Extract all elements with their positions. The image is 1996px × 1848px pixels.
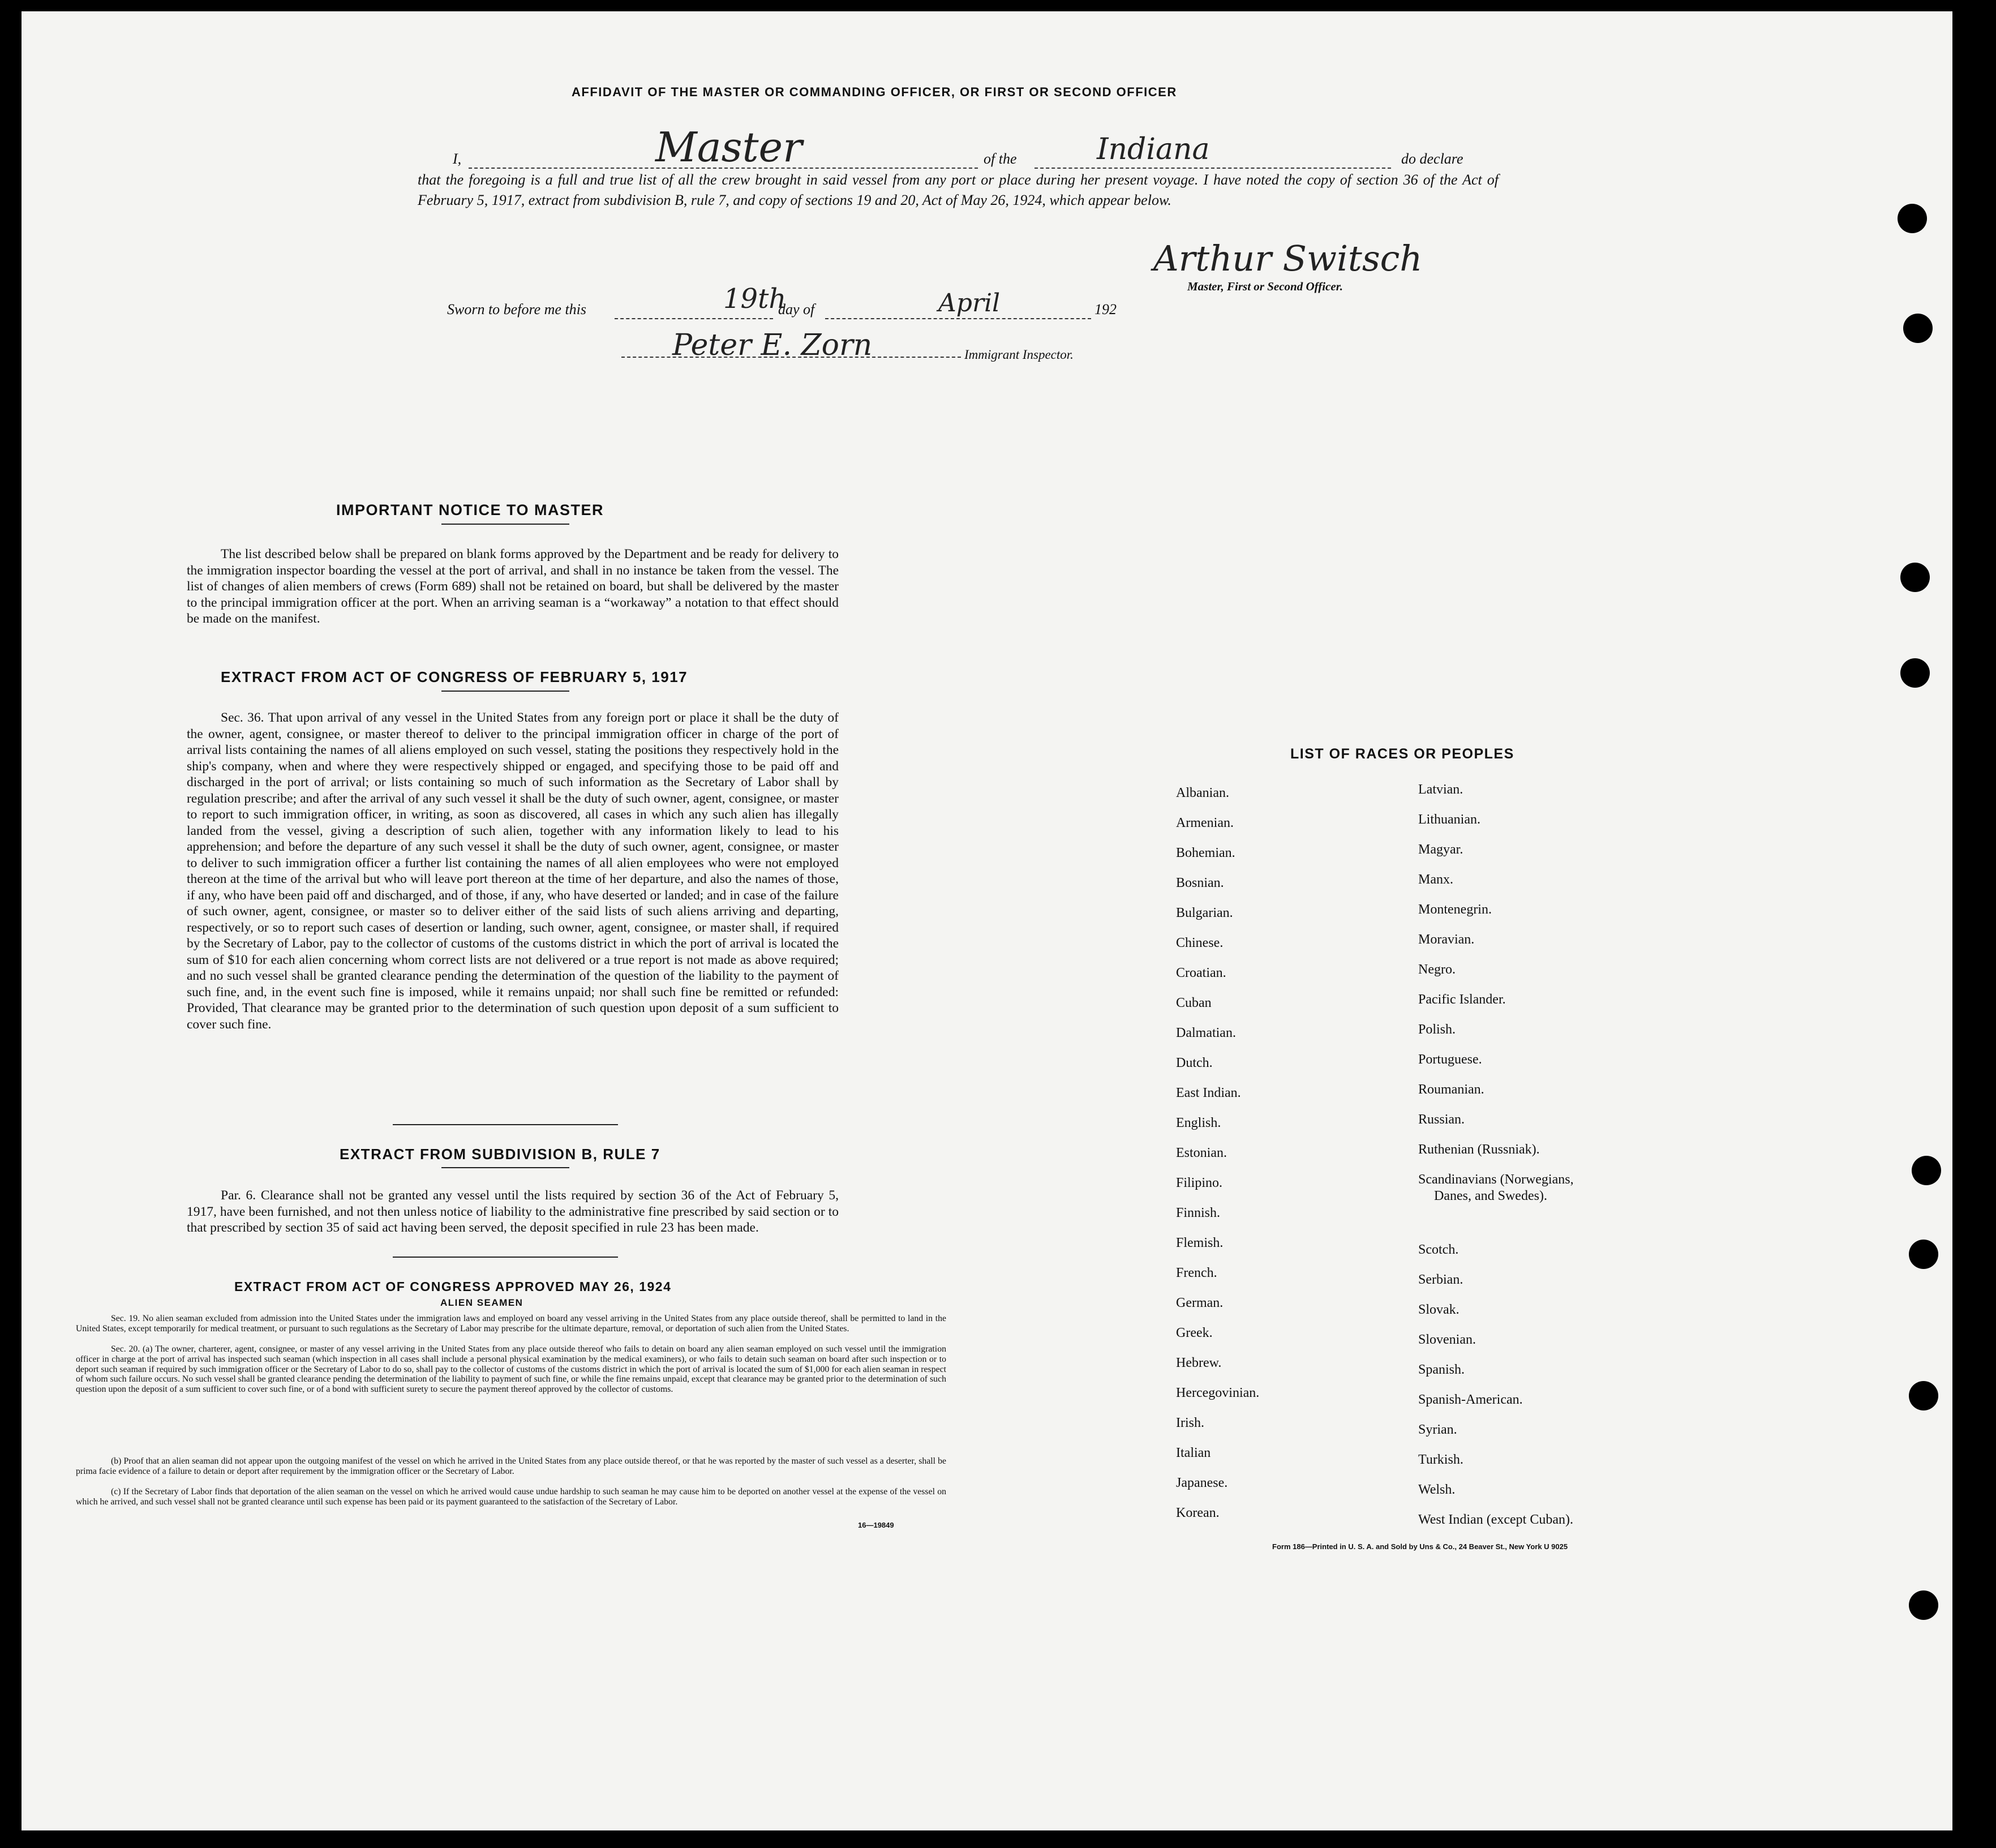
race-item: Bulgarian. (1176, 906, 1233, 920)
race-item: Irish. (1176, 1416, 1204, 1430)
race-item: Finnish. (1176, 1206, 1221, 1220)
notice-title: IMPORTANT NOTICE TO MASTER (336, 501, 604, 518)
extract-1917-rule (441, 691, 569, 692)
race-item: Serbian. (1418, 1272, 1463, 1287)
affidavit-i-label: I, (453, 151, 462, 167)
master-handwritten: Master (655, 123, 802, 171)
race-item: Turkish. (1418, 1452, 1463, 1467)
punch-hole (1900, 563, 1930, 592)
race-item: Flemish. (1176, 1236, 1224, 1250)
race-item: Scandinavians (Norwegians, (1418, 1172, 1574, 1187)
signature-caption: Master, First or Second Officer. (1187, 280, 1343, 293)
race-item: East Indian. (1176, 1086, 1241, 1100)
sworn-day-blank (615, 318, 773, 319)
race-item: Polish. (1418, 1022, 1456, 1037)
race-item: Scotch. (1418, 1242, 1459, 1257)
race-item: Russian. (1418, 1112, 1465, 1127)
race-item: Estonian. (1176, 1146, 1227, 1160)
race-item: Chinese. (1176, 936, 1224, 950)
race-item: Italian (1176, 1446, 1211, 1460)
race-item: Moravian. (1418, 932, 1475, 947)
extract-1924-sec20c: (c) If the Secretary of Labor finds that deportation of the alien seaman on the vessel on which he arrived would cause undue hardship to such seaman he may cause him to be deported on another vessel at the expense of the vessel on which he arrived, and such vessel shall not be granted clearance until such expense has been paid or its payment guaranteed to the satisfaction of the Secretary of Labor. (76, 1487, 946, 1507)
race-item-continuation: Danes, and Swedes). (1434, 1189, 1547, 1203)
extract-1917-title: EXTRACT FROM ACT OF CONGRESS OF FEBRUARY 5, 1917 (221, 668, 688, 685)
extract-1924-title: EXTRACT FROM ACT OF CONGRESS APPROVED MAY 26, 1924 (234, 1279, 672, 1294)
affidavit-declare-label: do declare (1401, 151, 1463, 167)
punch-hole (1898, 204, 1927, 233)
race-item: Spanish-American. (1418, 1392, 1523, 1407)
race-item: Magyar. (1418, 842, 1463, 857)
race-item: Japanese. (1176, 1476, 1228, 1490)
affidavit-of-the-label: of the (984, 151, 1017, 167)
extract-1924-sec20a: Sec. 20. (a) The owner, charterer, agent, consignee, or master of any vessel arriving in the United States from any place outside thereof who fails to detain on board any alien seaman employed on such vessel until the immigration officer in charge at the port of arrival has inspected such seaman (which inspection in all cases shall include a personal physical examination by the medical examiners), or who fails to detain such seaman on board after such inspection or to deport such seaman if required by such immigration officer or the Secretary of Labor to do so, shall pay to the collector of customs of the customs district in which the port of arrival is located the sum of $1,000 for each alien seaman in respect of whom such failure occurs. No such vessel shall be granted clearance pending the determination of the liability to payment of such fine, or while the fine remains unpaid, except that clearance may be granted prior to the determination of such question upon the deposit of a sum sufficient to cover such fine, or of a bond with sufficient surety to secure the payment thereof approved by the collector of customs. (76, 1344, 946, 1395)
punch-hole (1912, 1156, 1941, 1185)
race-item: Filipino. (1176, 1176, 1223, 1190)
race-item: Hebrew. (1176, 1356, 1222, 1370)
sworn-year: 192 (1094, 301, 1117, 318)
extract-1917-body: Sec. 36. That upon arrival of any vessel in the United States from any foreign port or place it shall be the duty of the owner, agent, consignee, or master thereof to deliver to the principal immigration officer in charge of the port of arrival lists containing the names of all aliens employed on such vessel, stating the positions they respectively hold in the ship's company, when and where they were respectively shipped or engaged, and specifying those to be paid off and discharged in the port of arrival; or lists containing so much of such information as the Secretary of Labor shall by regulation prescribe; and after the arrival of any such vessel it shall be the duty of such owner, agent, consignee, or master to report to such immigration officer, in writing, as soon as discovered, all cases in which any such alien has illegally landed from the vessel, giving a description of such alien, together with any information likely to lead to his apprehension; and before the departure of any such vessel it shall be the duty of such owner, agent, consignee, or master to deliver to such immigration officer a further list containing the names of all alien employees who were not employed thereon at the time of the arrival but who will leave port thereon at the time of her departure, and also the names of those, if any, who have been paid off and discharged, and of those, if any, who have deserted or landed; and in case of the failure of such owner, agent, consignee, or master so to deliver either of the said lists of such aliens arriving and departing, respectively, or so to report such cases of desertion or landing, such owner, agent, consignee, or master shall, if required by the Secretary of Labor, pay to the collector of customs of the customs district in which the port of arrival is located the sum of $10 for each alien concerning whom correct lists are not delivered or a true report is not made as above required; and no such vessel shall be granted clearance pending the determination of the question of the liability to the payment of such fine, and, in the event such fine is imposed, while it remains unpaid; nor shall such fine be remitted or refunded: Provided, That clearance may be granted prior to the determination of such question upon deposit of a sum sufficient to cover such fine. (187, 710, 839, 1032)
vessel-handwritten: Indiana (1097, 132, 1210, 166)
race-item: Cuban (1176, 996, 1212, 1010)
race-item: German. (1176, 1296, 1224, 1310)
sworn-month-blank (825, 318, 1091, 319)
rule7-body: Par. 6. Clearance shall not be granted any vessel until the lists required by section 36 of the Act of February 5, 1917, have been furnished, and not then unless notice of liability to the administrative fine prescribed by said section or to that prescribed by section 35 of said act having been served, the deposit specified in rule 23 has been made. (187, 1188, 839, 1235)
race-item: Spanish. (1418, 1362, 1465, 1377)
extract-1924-subtitle: ALIEN SEAMEN (440, 1297, 523, 1308)
race-item: Croatian. (1176, 966, 1226, 980)
race-item: Dalmatian. (1176, 1026, 1236, 1040)
race-item: Portuguese. (1418, 1052, 1482, 1067)
extract-1924-sec20b: (b) Proof that an alien seaman did not appear upon the outgoing manifest of the vessel on which he arrived in the United States from any place outside thereof, or that he was reported by the master of such vessel as a deserter, shall be prima facie evidence of a failure to detain or deport after requirement by the immigration officer or the Secretary of Labor. (76, 1456, 946, 1476)
inspector-handwritten: Peter E. Zorn (672, 328, 873, 362)
race-item: Korean. (1176, 1506, 1220, 1520)
rule7-top-rule (393, 1124, 618, 1125)
vessel-blank (1035, 168, 1391, 169)
affidavit-body: that the foregoing is a full and true list of all the crew brought in said vessel from any port or place during her present voyage. I have noted the copy of section 36 of the Act of February 5, 1917, extract from subdivision B, rule 7, and copy of sections 19 and 20, Act of May 26, 1924, which appear below. (418, 171, 1499, 208)
race-item: Welsh. (1418, 1482, 1456, 1497)
race-item: Ruthenian (Russniak). (1418, 1142, 1540, 1157)
race-item: English. (1176, 1116, 1221, 1130)
race-item: Lithuanian. (1418, 812, 1480, 827)
sworn-prefix: Sworn to before me this (447, 301, 587, 318)
sworn-month-handwritten: April (938, 289, 1001, 318)
race-item: Manx. (1418, 872, 1453, 887)
race-item: Bosnian. (1176, 876, 1224, 890)
race-item: Albanian. (1176, 786, 1229, 800)
race-item: Negro. (1418, 962, 1456, 977)
race-item: Montenegrin. (1418, 902, 1492, 917)
race-item: Latvian. (1418, 782, 1463, 797)
printer-footer: Form 186—Printed in U. S. A. and Sold by Uns & Co., 24 Beaver St., New York U 9025 (1272, 1542, 1568, 1551)
race-item: Greek. (1176, 1326, 1213, 1340)
punch-hole (1909, 1381, 1938, 1410)
race-item: Dutch. (1176, 1056, 1213, 1070)
race-item: West Indian (except Cuban). (1418, 1512, 1573, 1527)
punch-hole (1900, 658, 1930, 688)
sworn-day-of: day of (778, 301, 815, 318)
signature-handwritten: Arthur Switsch (1153, 238, 1423, 279)
notice-body: The list described below shall be prepared on blank forms approved by the Department and be ready for delivery to the immigration inspector boarding the vessel at the port of arrival, and shall in no instance be taken from the vessel. The list of changes of alien members of crews (Form 689) shall not be retained on board, but shall be delivered by the master to the principal immigration officer at the port. When an arriving seaman is a “workaway” a notation to that effect should be made on the manifest. (187, 547, 839, 626)
race-item: French. (1176, 1266, 1217, 1280)
race-item: Bohemian. (1176, 846, 1235, 860)
race-item: Roumanian. (1418, 1082, 1484, 1097)
race-item: Syrian. (1418, 1422, 1457, 1437)
affidavit-title: AFFIDAVIT OF THE MASTER OR COMMANDING OFFICER, OR FIRST OR SECOND OFFICER (572, 85, 1177, 99)
notice-rule (441, 524, 569, 525)
manifest-page (22, 11, 1952, 1830)
rule7-rule (441, 1167, 569, 1168)
race-item: Slovenian. (1418, 1332, 1476, 1347)
punch-hole (1903, 314, 1933, 343)
sworn-day-handwritten: 19th (723, 283, 787, 315)
race-item: Slovak. (1418, 1302, 1460, 1317)
extract-1924-form-code: 16—19849 (858, 1521, 894, 1529)
inspector-caption: Immigrant Inspector. (964, 348, 1074, 362)
race-item: Pacific Islander. (1418, 992, 1506, 1007)
extract-1924-top-rule (393, 1257, 618, 1258)
punch-hole (1909, 1240, 1938, 1269)
race-item: Armenian. (1176, 816, 1234, 830)
extract-1924-sec19: Sec. 19. No alien seaman excluded from admission into the United States under the immigration laws and employed on board any vessel arriving in the United States from any place outside thereof, shall be permitted to land in the United States, except temporarily for medical treatment, or pursuant to such regulations as the Secretary of Labor may prescribe for the ultimate departure, removal, or deportation of such alien from the United States. (76, 1314, 946, 1334)
races-title: LIST OF RACES OR PEOPLES (1290, 746, 1514, 762)
rule7-title: EXTRACT FROM SUBDIVISION B, RULE 7 (340, 1146, 660, 1163)
race-item: Hercegovinian. (1176, 1386, 1260, 1400)
punch-hole (1909, 1590, 1938, 1620)
